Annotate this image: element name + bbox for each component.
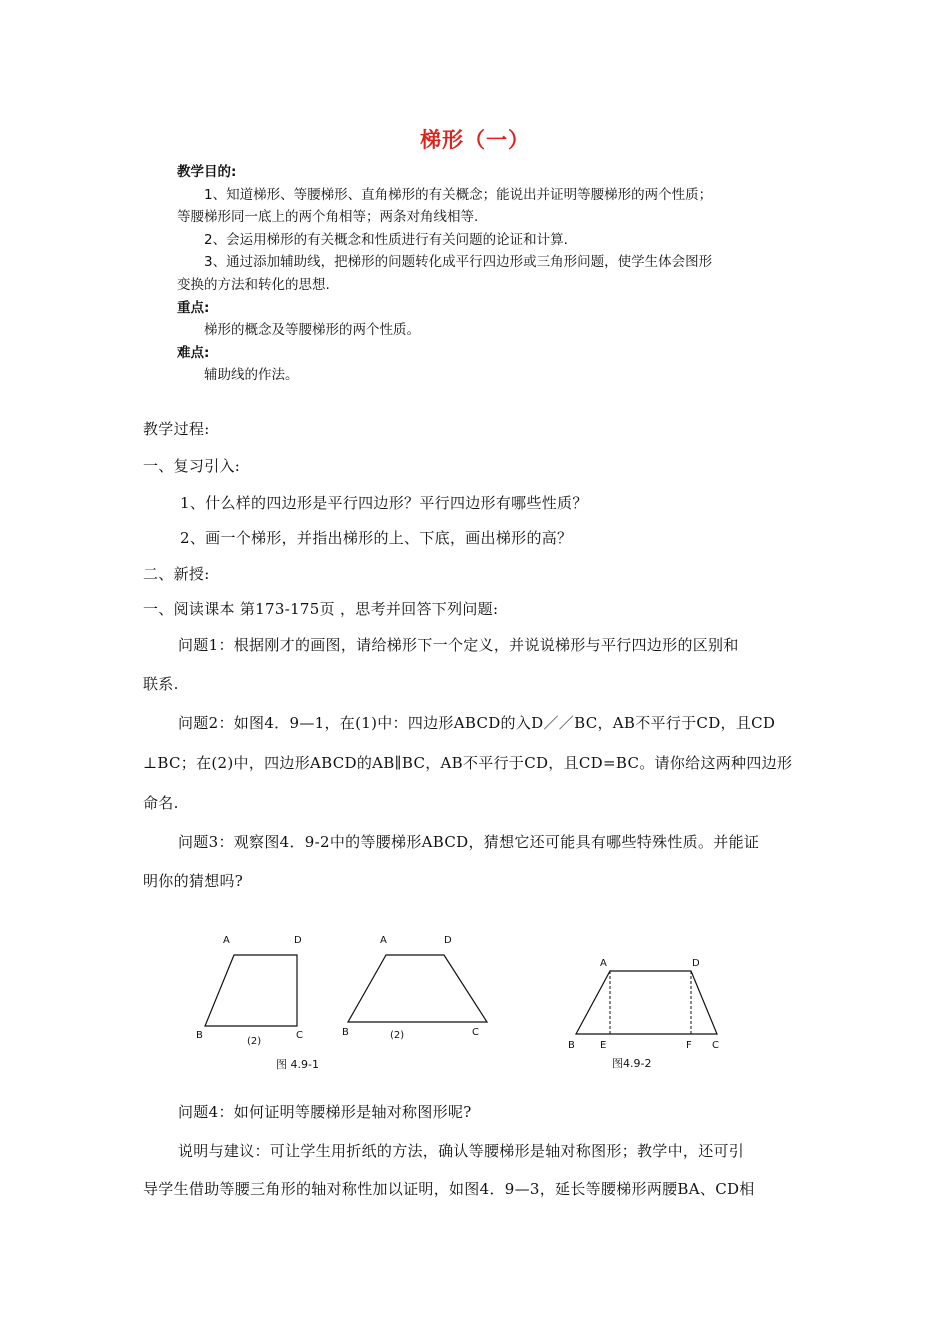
question-4: 问题4：如何证明等腰梯形是轴对称图形呢? [178,1103,472,1121]
fig1-left-label-d: D [294,935,302,946]
key-point-text: 梯形的概念及等腰梯形的两个性质。 [204,322,420,338]
fig2-label-f: F [686,1040,692,1051]
review-question-2: 2、画一个梯形，并指出梯形的上、下底，画出梯形的高？ [180,529,573,547]
difficulty-label: 难点: [177,345,210,361]
fig2-label-e: E [600,1040,607,1051]
page-title: 梯形（一） [420,128,530,152]
fig2-caption: 图4.9-2 [612,1057,652,1070]
figure-4-9-2 [560,952,730,1076]
fig2-label-b: B [568,1040,575,1051]
review-heading: 一、复习引入: [143,457,241,475]
question-1-line-1: 问题1：根据刚才的画图，请给梯形下一个定义，并说说梯形与平行四边形的区别和 [178,636,739,654]
reading-instruction: 一、阅读课本 第173-175页 ，思考并回答下列问题: [143,600,499,618]
fig2-label-c: C [712,1040,719,1051]
review-question-1: 1、什么样的四边形是平行四边形？平行四边形有哪些性质？ [180,494,588,512]
fig1-left-label-c: C [296,1030,303,1041]
fig1-right-number: (2) [390,1030,405,1041]
question-3-line-2: 明你的猜想吗? [143,872,244,890]
objective-line-3: 2、会运用梯形的有关概念和性质进行有关问题的论证和计算. [204,232,568,248]
isosceles-trapezoid-shape [348,955,487,1022]
fig1-caption: 图 4.9-1 [276,1058,319,1071]
note-line-2: 导学生借助等腰三角形的轴对称性加以证明，如图4．9—3，延长等腰梯形两腰BA、CD相 [143,1180,755,1198]
objective-line-1: 1、知道梯形、等腰梯形、直角梯形的有关概念；能说出并证明等腰梯形的两个性质； [204,187,713,203]
fig2-label-a: A [600,958,607,969]
fig1-right-label-d: D [444,935,452,946]
note-line-1: 说明与建议：可让学生用折纸的方法，确认等腰梯形是轴对称图形；教学中，还可引 [178,1142,745,1160]
fig1-right-label-c: C [472,1027,479,1038]
figure-4-9-1 [190,928,500,1078]
key-point-label: 重点: [177,300,210,316]
right-trapezoid-shape [205,955,297,1026]
objective-line-5: 变换的方法和转化的思想. [177,277,330,293]
objective-line-4: 3、通过添加辅助线，把梯形的问题转化成平行四边形或三角形问题，使学生体会图形 [204,254,713,270]
isosceles-trapezoid-with-heights [576,971,717,1034]
fig1-left-label-b: B [196,1030,203,1041]
fig1-left-number: (2) [247,1036,262,1047]
question-3-line-1: 问题3：观察图4．9-2中的等腰梯形ABCD，猜想它还可能具有哪些特殊性质。并能证 [178,833,760,851]
question-2-line-1: 问题2：如图4．9—1，在(1)中：四边形ABCD的入D／／BC，AB不平行于CD，且CD [178,714,776,732]
fig1-left-label-a: A [223,935,230,946]
question-2-line-3: 命名. [143,794,179,812]
fig1-right-label-b: B [342,1027,349,1038]
process-heading: 教学过程: [143,420,210,438]
objectives-label: 教学目的: [177,164,237,180]
objective-line-2: 等腰梯形同一底上的两个角相等；两条对角线相等. [177,209,479,225]
question-1-line-2: 联系. [143,675,179,693]
difficulty-text: 辅助线的作法。 [204,367,299,383]
new-lesson-heading: 二、新授: [143,565,210,583]
question-2-line-2: ⊥BC；在(2)中，四边形ABCD的AB∥BC，AB不平行于CD，且CD=BC。请你给这两种四边形 [143,754,793,772]
fig2-label-d: D [692,958,700,969]
fig1-right-label-a: A [380,935,387,946]
